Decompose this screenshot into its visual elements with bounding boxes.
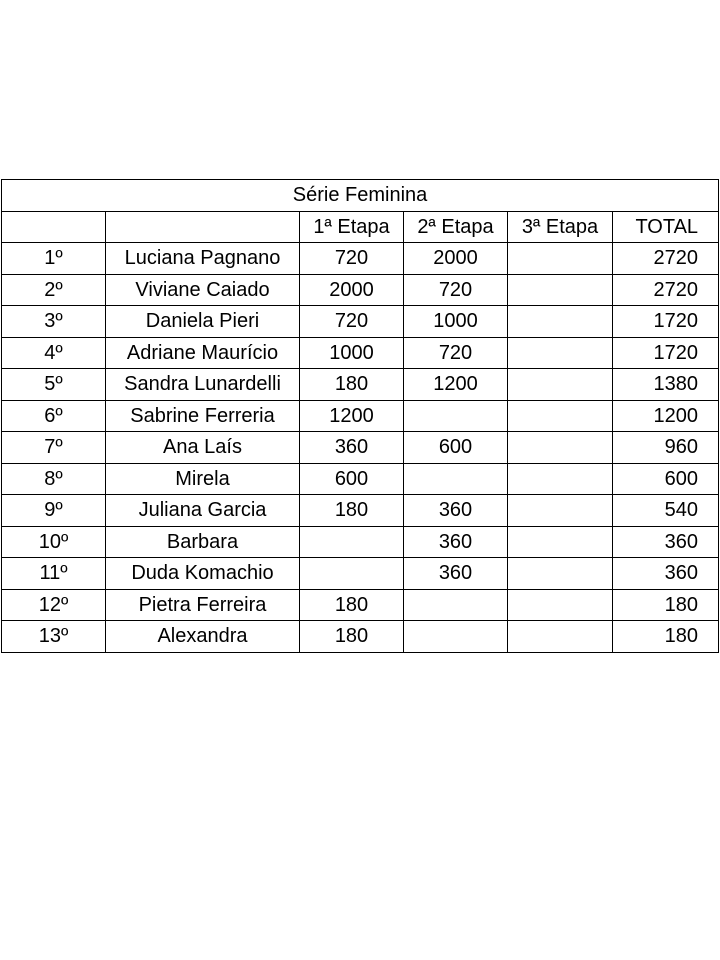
etapa2-cell: 600	[404, 432, 508, 464]
table-row	[2, 243, 719, 275]
etapa3-cell	[508, 369, 613, 401]
name-cell: Mirela	[106, 463, 300, 495]
name-cell: Sabrine Ferreria	[106, 400, 300, 432]
table-row	[2, 526, 719, 558]
etapa1-cell: 180	[300, 589, 404, 621]
etapa1-cell: 600	[300, 463, 404, 495]
name-cell: Ana Laís	[106, 432, 300, 464]
header-etapa3: 3ª Etapa	[508, 211, 613, 243]
total-cell: 1720	[613, 306, 719, 338]
table-row	[2, 274, 719, 306]
total-cell: 1380	[613, 369, 719, 401]
rank-cell: 4º	[2, 337, 106, 369]
table-row	[2, 400, 719, 432]
etapa3-cell	[508, 526, 613, 558]
total-cell: 540	[613, 495, 719, 527]
table-row	[2, 621, 719, 653]
etapa2-cell	[404, 463, 508, 495]
rank-cell: 6º	[2, 400, 106, 432]
etapa1-cell: 180	[300, 369, 404, 401]
rank-cell: 13º	[2, 621, 106, 653]
standings-table	[1, 179, 719, 653]
table-row	[2, 589, 719, 621]
etapa3-cell	[508, 432, 613, 464]
etapa1-cell: 2000	[300, 274, 404, 306]
header-etapa2: 2ª Etapa	[404, 211, 508, 243]
total-cell: 180	[613, 589, 719, 621]
etapa3-cell	[508, 274, 613, 306]
etapa3-cell	[508, 621, 613, 653]
rank-cell: 11º	[2, 558, 106, 590]
name-cell: Viviane Caiado	[106, 274, 300, 306]
etapa3-cell	[508, 558, 613, 590]
etapa3-cell	[508, 589, 613, 621]
header-name	[106, 211, 300, 243]
total-cell: 2720	[613, 243, 719, 275]
total-cell: 360	[613, 558, 719, 590]
rank-cell: 2º	[2, 274, 106, 306]
header-row	[2, 211, 719, 243]
header-total: TOTAL	[613, 211, 719, 243]
rank-cell: 3º	[2, 306, 106, 338]
etapa2-cell: 720	[404, 337, 508, 369]
etapa1-cell: 360	[300, 432, 404, 464]
rank-cell: 10º	[2, 526, 106, 558]
name-cell: Daniela Pieri	[106, 306, 300, 338]
etapa1-cell: 180	[300, 495, 404, 527]
etapa1-cell	[300, 526, 404, 558]
etapa2-cell: 720	[404, 274, 508, 306]
etapa2-cell	[404, 621, 508, 653]
rank-cell: 8º	[2, 463, 106, 495]
etapa3-cell	[508, 306, 613, 338]
etapa2-cell	[404, 589, 508, 621]
etapa3-cell	[508, 463, 613, 495]
etapa2-cell: 360	[404, 558, 508, 590]
name-cell: Alexandra	[106, 621, 300, 653]
table-row	[2, 463, 719, 495]
etapa2-cell: 1000	[404, 306, 508, 338]
etapa2-cell: 2000	[404, 243, 508, 275]
etapa2-cell: 360	[404, 495, 508, 527]
header-rank	[2, 211, 106, 243]
etapa3-cell	[508, 337, 613, 369]
table-title: Série Feminina	[2, 180, 719, 212]
name-cell: Adriane Maurício	[106, 337, 300, 369]
etapa3-cell	[508, 495, 613, 527]
rank-cell: 5º	[2, 369, 106, 401]
standings-body	[2, 180, 719, 653]
total-cell: 180	[613, 621, 719, 653]
total-cell: 2720	[613, 274, 719, 306]
name-cell: Barbara	[106, 526, 300, 558]
etapa2-cell	[404, 400, 508, 432]
table-row	[2, 369, 719, 401]
rank-cell: 1º	[2, 243, 106, 275]
name-cell: Sandra Lunardelli	[106, 369, 300, 401]
table-row	[2, 558, 719, 590]
rank-cell: 9º	[2, 495, 106, 527]
etapa1-cell: 1200	[300, 400, 404, 432]
etapa1-cell	[300, 558, 404, 590]
total-cell: 600	[613, 463, 719, 495]
table-row	[2, 432, 719, 464]
total-cell: 360	[613, 526, 719, 558]
total-cell: 960	[613, 432, 719, 464]
etapa1-cell: 720	[300, 306, 404, 338]
table-row	[2, 337, 719, 369]
rank-cell: 12º	[2, 589, 106, 621]
name-cell: Duda Komachio	[106, 558, 300, 590]
etapa1-cell: 720	[300, 243, 404, 275]
header-etapa1: 1ª Etapa	[300, 211, 404, 243]
table-row	[2, 495, 719, 527]
etapa2-cell: 1200	[404, 369, 508, 401]
rank-cell: 7º	[2, 432, 106, 464]
etapa2-cell: 360	[404, 526, 508, 558]
total-cell: 1720	[613, 337, 719, 369]
etapa3-cell	[508, 243, 613, 275]
etapa1-cell: 1000	[300, 337, 404, 369]
etapa1-cell: 180	[300, 621, 404, 653]
name-cell: Luciana Pagnano	[106, 243, 300, 275]
total-cell: 1200	[613, 400, 719, 432]
table-row	[2, 306, 719, 338]
etapa3-cell	[508, 400, 613, 432]
name-cell: Pietra Ferreira	[106, 589, 300, 621]
title-row	[2, 180, 719, 212]
name-cell: Juliana Garcia	[106, 495, 300, 527]
